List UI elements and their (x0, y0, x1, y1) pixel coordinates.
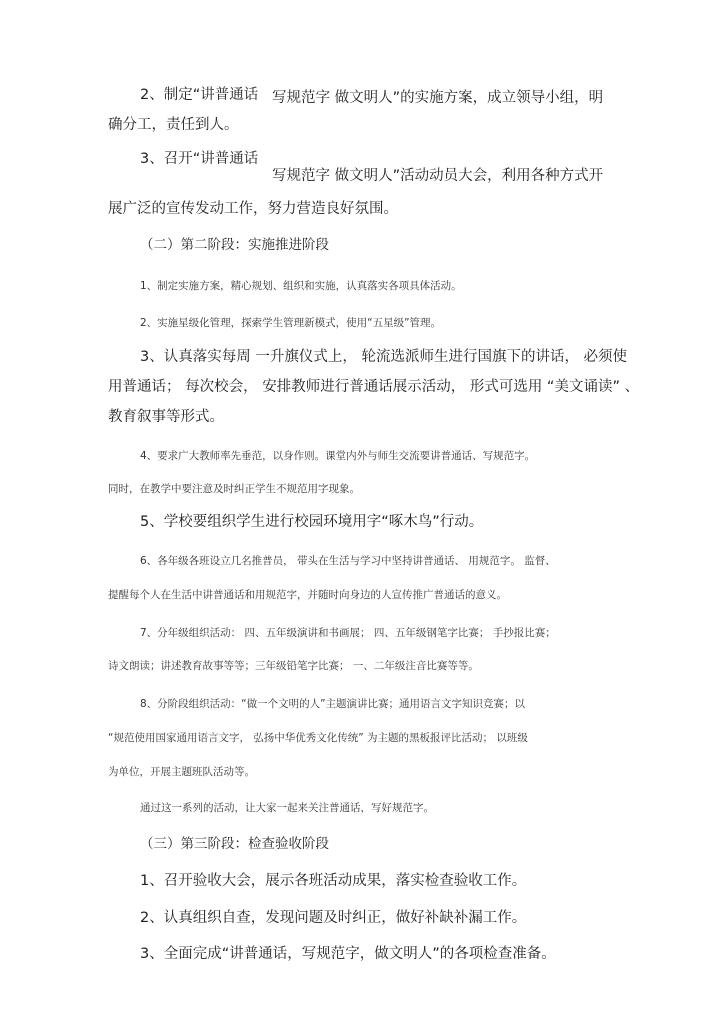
text-line: 3、全面完成“讲普通话，写规范字，做文明人”的各项检查准备。 (140, 946, 556, 962)
text-line: 4、要求广大教师率先垂范，以身作则。课堂内外与师生交流要讲普通话、写规范字。 (140, 450, 536, 462)
text-line: 写规范字 做文明人”的实施方案，成立领导小组，明 (272, 90, 604, 106)
text-line: 为单位，开展主题班队活动等。 (108, 766, 255, 778)
text-line: 2、认真组织自查，发现问题及时纠正，做好补缺补漏工作。 (140, 910, 527, 926)
text-line: 诗文朗读；讲述教育故事等等；三年级铅笔字比赛； 一、二年级注音比赛等等。 (108, 660, 479, 672)
text-line: 2、实施星级化管理，探索学生管理新模式，使用“五星级”管理。 (140, 317, 442, 329)
text-line: 3、召开“讲普通话 (140, 151, 259, 167)
text-line: “规范使用国家通用语言文字， 弘扬中华优秀文化传统” 为主题的黑板报评比活动； 以班级 (108, 732, 528, 744)
text-line: 通过这一系列的活动，让大家一起来关注普通话，写好规范字。 (140, 802, 434, 814)
text-line: 7、分年级组织活动： 四、五年级演讲和书画展； 四、五年级钢笔字比赛； 手抄报比赛； (140, 627, 556, 639)
text-line: 教育叙事等形式。 (108, 409, 224, 425)
text-line: 8、分阶段组织活动：“做一个文明的人”主题演讲比赛；通用语言文字知识竞赛；以 (140, 698, 526, 710)
section-heading: （三）第三阶段：检查验收阶段 (140, 836, 329, 852)
text-line: 5、学校要组织学生进行校园环境用字“啄木鸟”行动。 (140, 514, 484, 530)
text-line: 同时，在教学中要注意及时纠正学生不规范用字现象。 (108, 483, 360, 495)
text-line: 2、制定“讲普通话 (140, 87, 259, 103)
text-line: 6、各年级各班设立几名推普员， 带头在生活与学习中坚持讲普通话、 用规范字。 监督、 (140, 555, 556, 567)
text-line: 3、认真落实每周 一升旗仪式上， 轮流选派师生进行国旗下的讲话， 必须使 (140, 349, 628, 365)
text-line: 写规范字 做文明人”活动动员大会，利用各种方式开 (272, 168, 604, 184)
text-line: 展广泛的宣传发动工作，努力营造良好氛围。 (108, 201, 398, 217)
section-heading: （二）第二阶段：实施推进阶段 (140, 237, 329, 253)
text-line: 1、召开验收大会，展示各班活动成果，落实检查验收工作。 (140, 873, 527, 889)
text-line: 用普通话； 每次校会， 安排教师进行普通话展示活动， 形式可选用 “美文诵读” 、 (108, 379, 640, 395)
text-line: 确分工，责任到人。 (108, 117, 239, 133)
text-line: 提醒每个人在生活中讲普通话和用规范字，并随时向身边的人宣传推广普通话的意义。 (108, 589, 507, 601)
text-line: 1、制定实施方案，精心规划、组织和实施，认真落实各项具体活动。 (140, 280, 462, 292)
